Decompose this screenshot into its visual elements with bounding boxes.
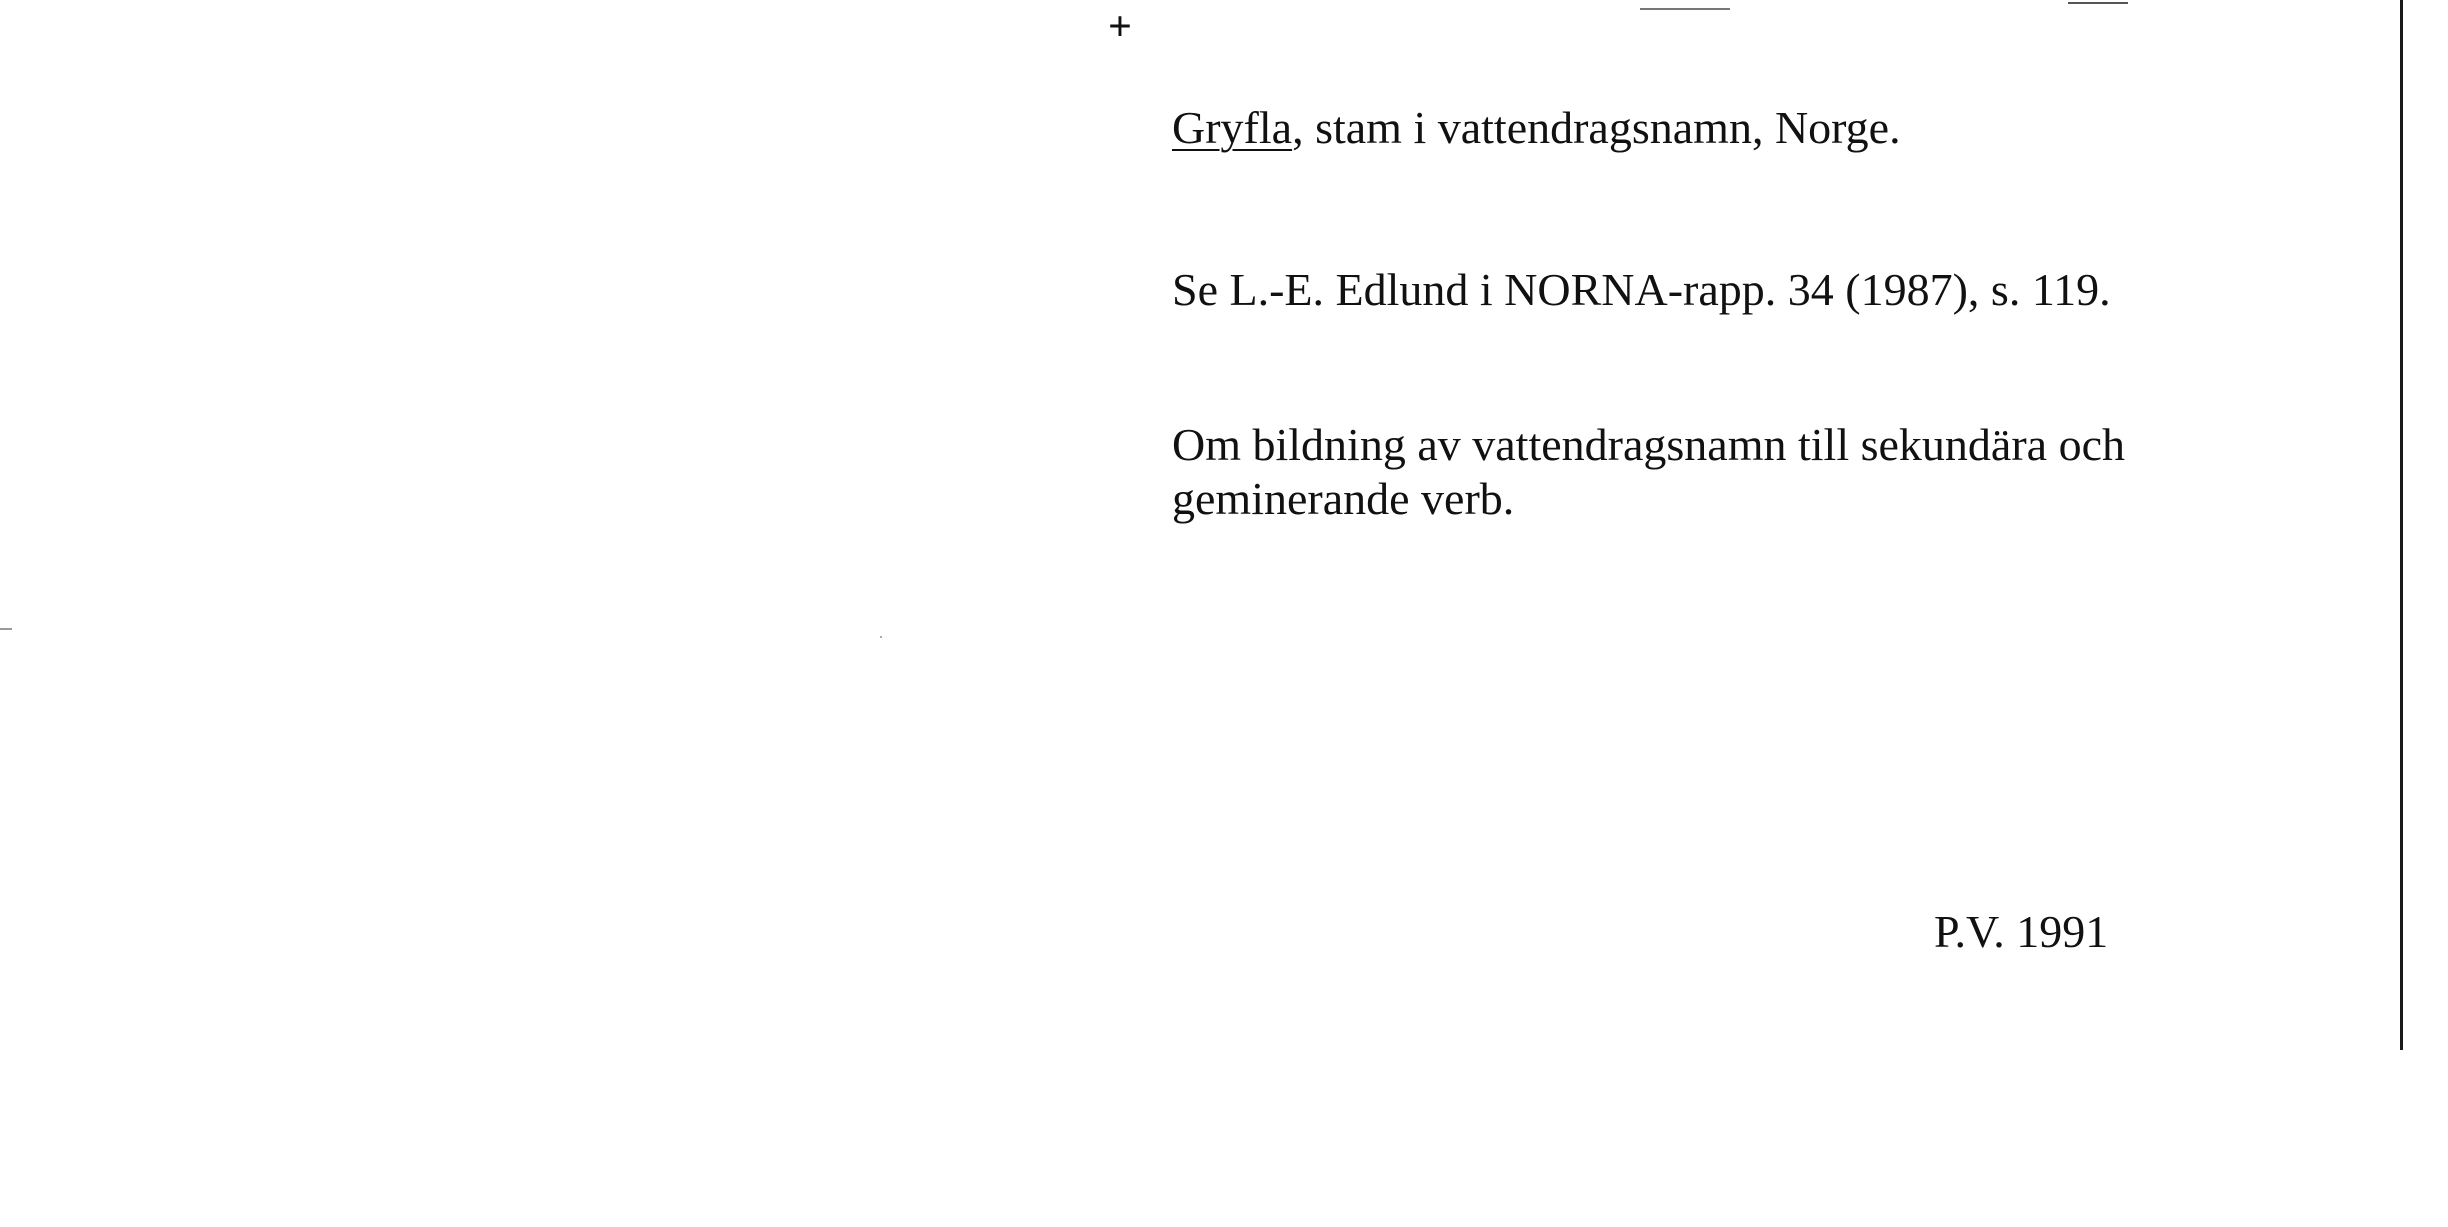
- scan-artifact-speck: [880, 636, 882, 638]
- plus-mark: +: [1108, 4, 1132, 50]
- entry-heading: [1172, 100, 1901, 156]
- scan-artifact-line: [2068, 2, 2128, 4]
- reference-line: Se L.-E. Edlund i NORNA-rapp. 34 (1987), s. 119.: [1172, 264, 2111, 315]
- card-edge-line: [2400, 0, 2403, 1050]
- scan-artifact-speck: [0, 628, 12, 630]
- scan-artifact-line: [1640, 8, 1730, 10]
- headword-description: , stam i vattendragsnamn, Norge.: [1292, 102, 1901, 153]
- signature: P.V. 1991: [1934, 906, 2109, 957]
- headword: Gryfla: [1172, 102, 1293, 153]
- note-text: Om bildning av vattendragsnamn till sekundära och geminerande verb.: [1172, 419, 2125, 524]
